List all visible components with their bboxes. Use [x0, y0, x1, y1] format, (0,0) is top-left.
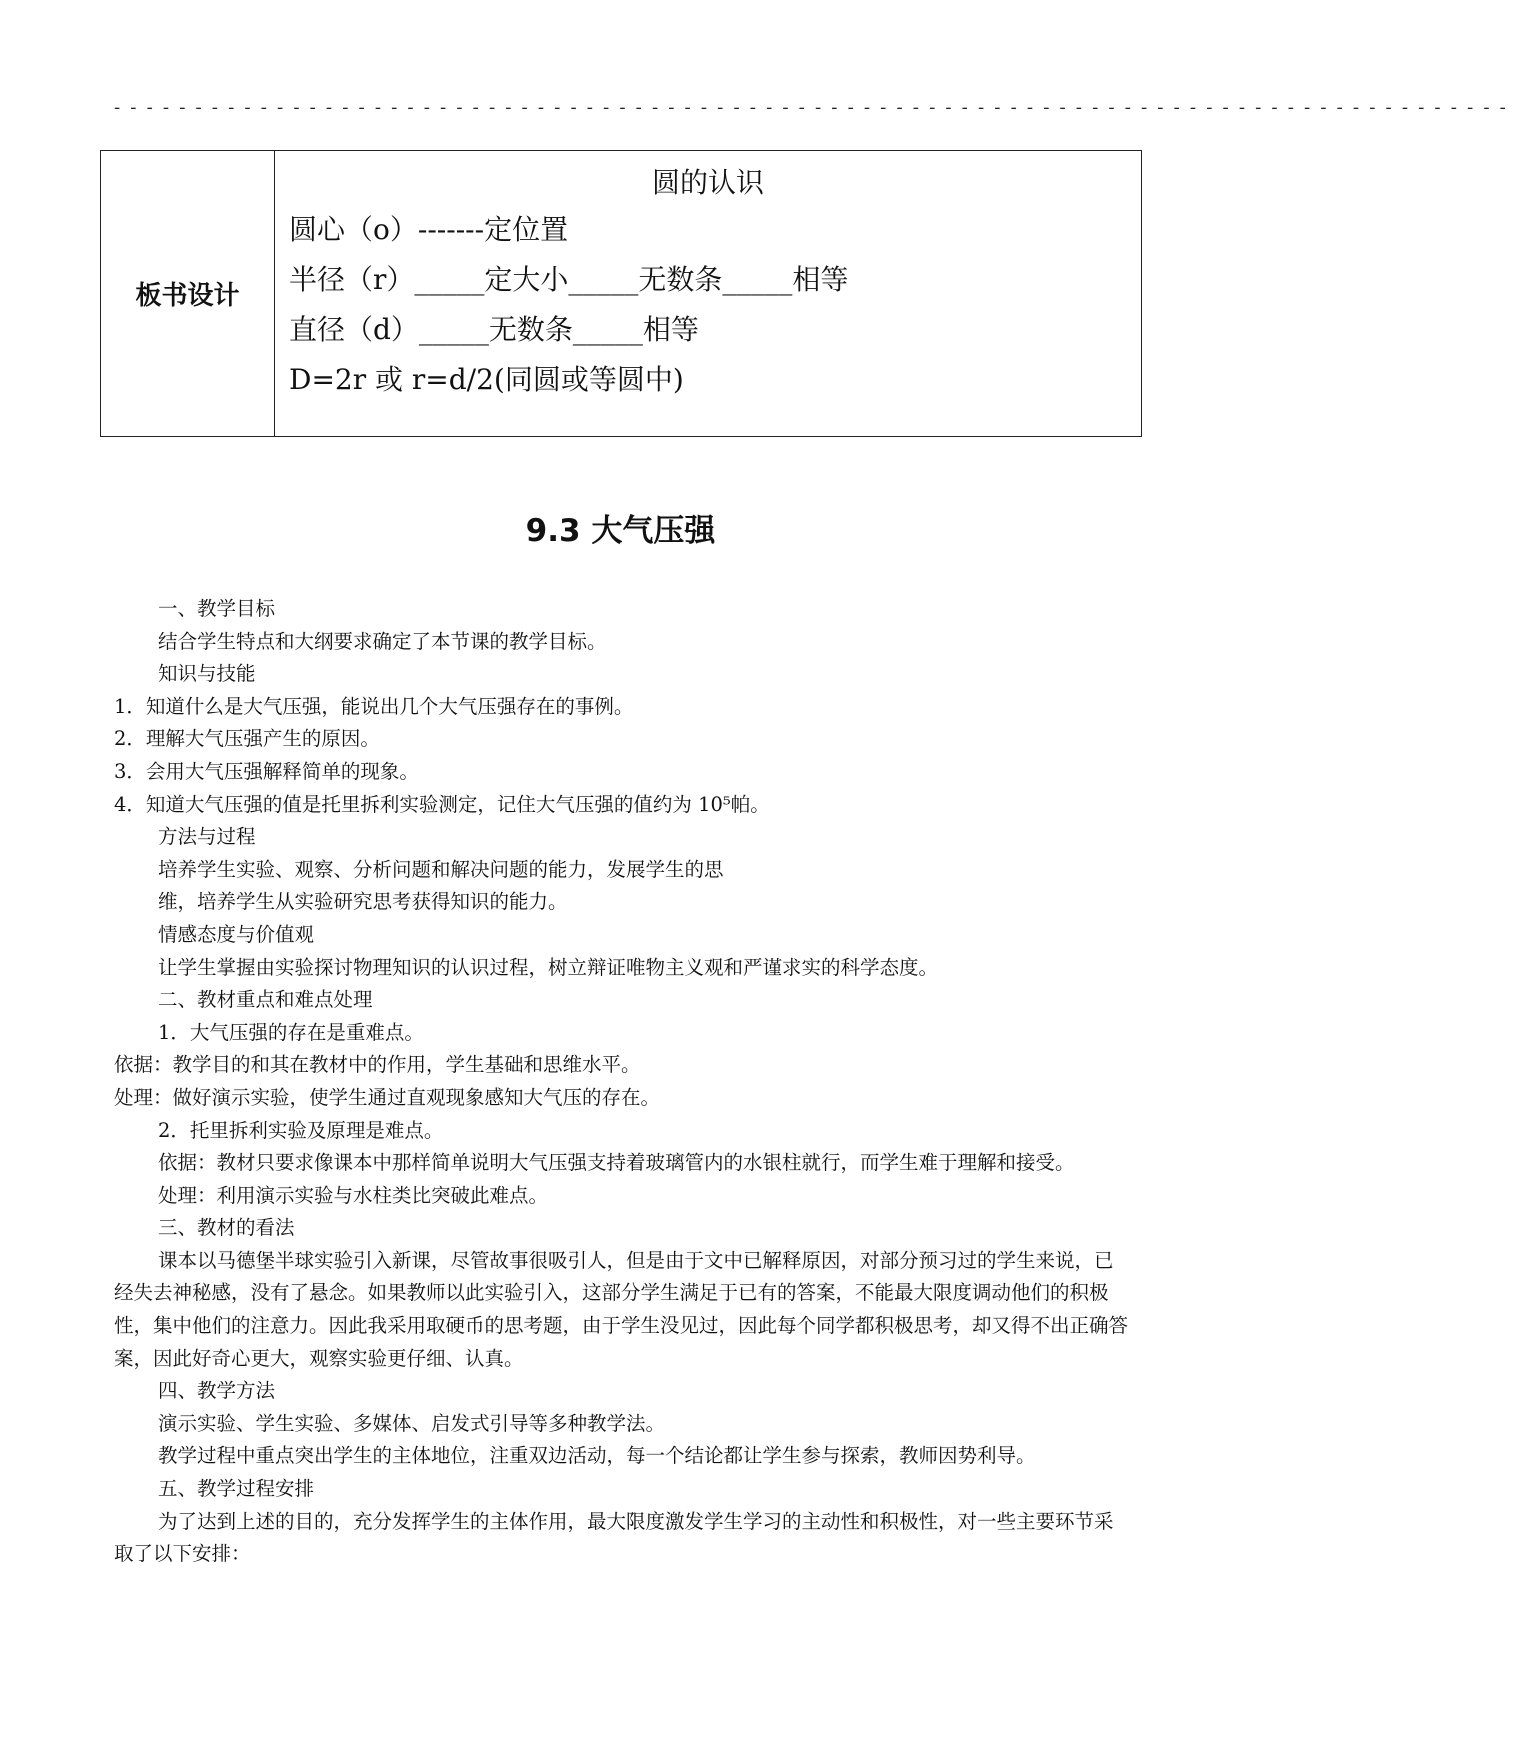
section-heading-process: 五、教学过程安排: [158, 1477, 315, 1501]
methods-text-2: 教学过程中重点突出学生的主体地位，注重双边活动，每一个结论都让学生参与探索，教师因势利导。: [158, 1444, 1036, 1468]
board-line-center: 圆心（o）-------定位置: [289, 213, 569, 246]
subheading-knowledge: 知识与技能: [158, 662, 256, 686]
board-design-label: 板书设计: [101, 151, 275, 437]
emotion-text: 让学生掌握由实验探讨物理知识的认识过程，树立辩证唯物主义观和严谨求实的科学态度。: [158, 955, 939, 979]
section-heading-focus: 二、教材重点和难点处理: [158, 988, 373, 1012]
focus-item-1: 1．大气压强的存在是重难点。: [158, 1020, 424, 1044]
subheading-emotion: 情感态度与价值观: [158, 922, 315, 946]
board-line-diameter: 直径（d）_____无数条_____相等: [289, 313, 699, 346]
process-paragraph: 为了达到上述的目的，充分发挥学生的主体作用，最大限度激发学生学习的主动性和积极性，对一些主要环节采取了以下安排：: [114, 1509, 1114, 1566]
methods-text-1: 演示实验、学生实验、多媒体、启发式引导等多种教学法。: [158, 1411, 666, 1435]
board-design-table: [100, 150, 1142, 437]
method-text-2: 维，培养学生从实验研究思考获得知识的能力。: [158, 890, 568, 914]
method-text-1: 培养学生实验、观察、分析问题和解决问题的能力，发展学生的思: [158, 857, 724, 881]
focus-handling-1: 处理：做好演示实验，使学生通过直观现象感知大气压的存在。: [114, 1085, 661, 1109]
focus-basis-2: 依据：教材只要求像课本中那样简单说明大气压强支持着玻璃管内的水银柱就行，而学生难于理解和接受。: [158, 1151, 1075, 1175]
page-title: 9.3 大气压强: [525, 513, 716, 549]
section-heading-goals: 一、教学目标: [158, 597, 276, 620]
section-heading-textbook: 三、教材的看法: [158, 1216, 295, 1240]
board-line-formula: D=2r 或 r=d/2(同圆或等圆中): [289, 363, 684, 396]
section-heading-methods: 四、教学方法: [158, 1379, 276, 1403]
goals-intro: 结合学生特点和大纲要求确定了本节课的教学目标。: [158, 629, 607, 653]
lesson-body: [114, 593, 1132, 1571]
knowledge-item-1: 1．知道什么是大气压强，能说出几个大气压强存在的事例。: [114, 694, 634, 718]
focus-basis-1: 依据：教学目的和其在教材中的作用，学生基础和思维水平。: [114, 1053, 641, 1077]
knowledge-item-3: 3．会用大气压强解释简单的现象。: [114, 759, 419, 783]
knowledge-item-4: 4．知道大气压强的值是托里拆利实验测定，记住大气压强的值约为 10⁵帕。: [114, 792, 770, 816]
textbook-paragraph: 课本以马德堡半球实验引入新课，尽管故事很吸引人，但是由于文中已解释原因，对部分预习过的学生来说，已经失去神秘感，没有了悬念。如果教师以此实验引入，这部分学生满足于已有的答案，不能最大限度调动他们的积极性，集中他们的注意力。因此我采用取硬币的思考题，由于学生没见过，因此每个同学都积极思考，却又得不出正确答案，因此好奇心更大，观察实验更仔细、认真。: [114, 1248, 1129, 1370]
dashed-separator: --------------------------------------------------------------------------------------: [112, 100, 1514, 119]
focus-handling-2: 处理：利用演示实验与水柱类比突破此难点。: [158, 1183, 549, 1207]
focus-item-2: 2．托里拆利实验及原理是难点。: [158, 1118, 444, 1142]
board-line-radius: 半径（r）_____定大小_____无数条_____相等: [289, 263, 849, 296]
knowledge-item-2: 2．理解大气压强产生的原因。: [114, 727, 380, 751]
board-design-content: [275, 151, 1142, 437]
board-title: 圆的认识: [651, 166, 764, 199]
subheading-method: 方法与过程: [158, 825, 256, 849]
